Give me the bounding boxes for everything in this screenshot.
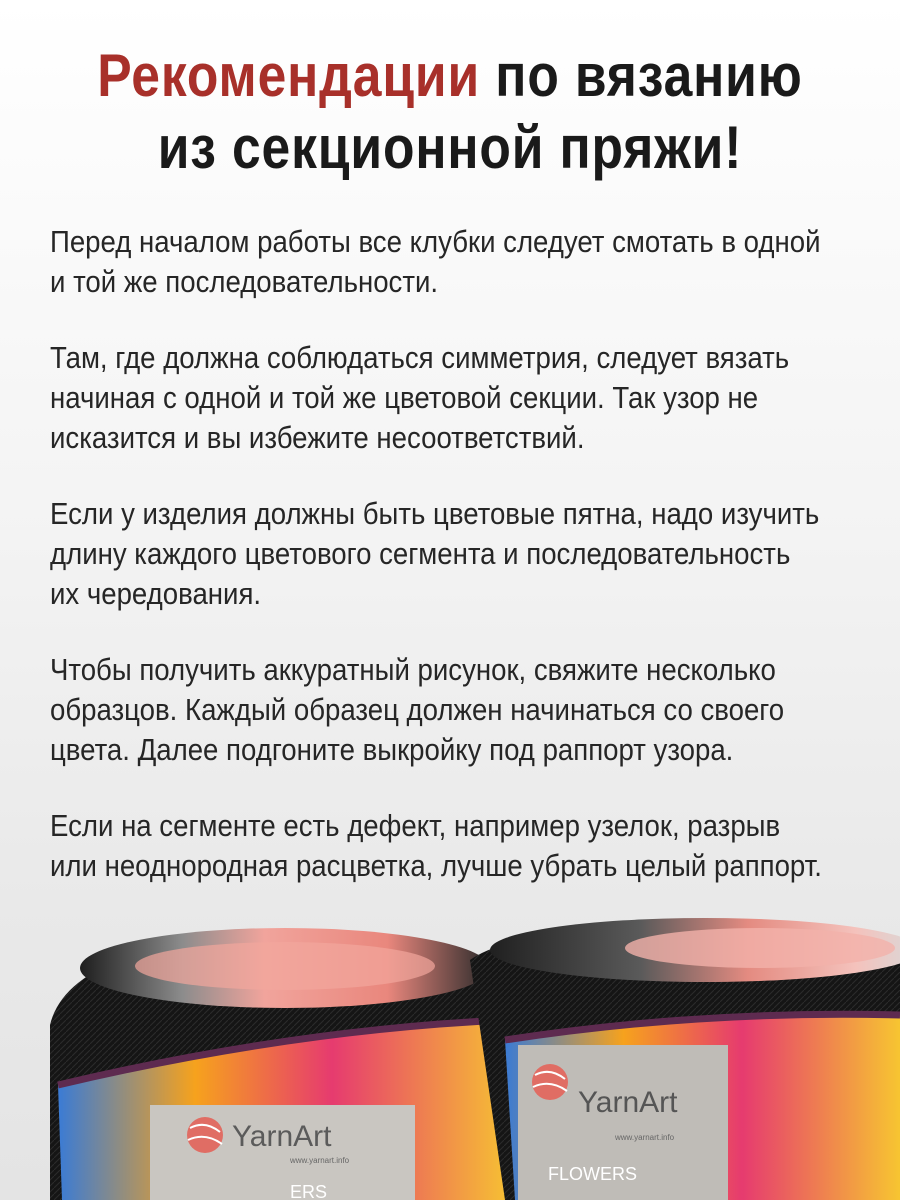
left-skein (50, 928, 515, 1200)
tip-paragraph (50, 338, 833, 458)
right-product-text: FLOWERS (548, 1164, 638, 1184)
title-accent-word: Рекомендации (97, 42, 481, 109)
tip-line: длину каждого цветового сегмента и последовательность (50, 536, 791, 571)
title-line-2: из секционной пряжи! (157, 114, 743, 181)
left-product-text: ERS (290, 1182, 328, 1200)
left-site-text: www.yarnart.info (290, 1156, 350, 1165)
tip-line: Там, где должна соблюдаться симметрия, следует вязать (50, 340, 790, 375)
tip-line: их чередования. (50, 576, 262, 611)
tip-paragraph (50, 494, 833, 614)
tip-line: Перед началом работы все клубки следует смотать в одной (50, 224, 821, 259)
tip-paragraph (50, 222, 833, 302)
tip-line: исказится и вы избежите несоответствий. (50, 420, 585, 455)
tip-line: цвета. Далее подгоните выкройку под раппорт узора. (50, 732, 734, 767)
title-line-1 (63, 40, 837, 112)
tip-line: Если у изделия должны быть цветовые пятна, надо изучить (50, 496, 820, 531)
tip-line: Чтобы получить аккуратный рисунок, свяжите несколько (50, 652, 776, 687)
yarn-skeins-photo (0, 918, 900, 1200)
tip-line: и той же последовательности. (50, 264, 439, 299)
tip-paragraph (50, 806, 833, 886)
tip-line: Если на сегменте есть дефект, например узелок, разрыв (50, 808, 781, 843)
yarn-ball-logo-icon (532, 1064, 568, 1100)
tip-line: образцов. Каждый образец должен начинаться со своего (50, 692, 785, 727)
tip-paragraph (50, 650, 833, 770)
right-brand-text: YarnArt (578, 1086, 678, 1119)
tip-line: начиная с одной и той же цветовой секции. Так узор не (50, 380, 759, 415)
tip-line: или неоднородная расцветка, лучше убрать целый раппорт. (50, 848, 822, 883)
tips-list (50, 222, 833, 922)
left-brand-text: YarnArt (232, 1120, 332, 1153)
title-line-1-rest: по вязанию (480, 42, 803, 109)
right-skein (470, 918, 900, 1200)
page-title (63, 40, 837, 184)
right-site-text: www.yarnart.info (615, 1133, 675, 1142)
yarn-ball-logo-icon (187, 1117, 223, 1153)
